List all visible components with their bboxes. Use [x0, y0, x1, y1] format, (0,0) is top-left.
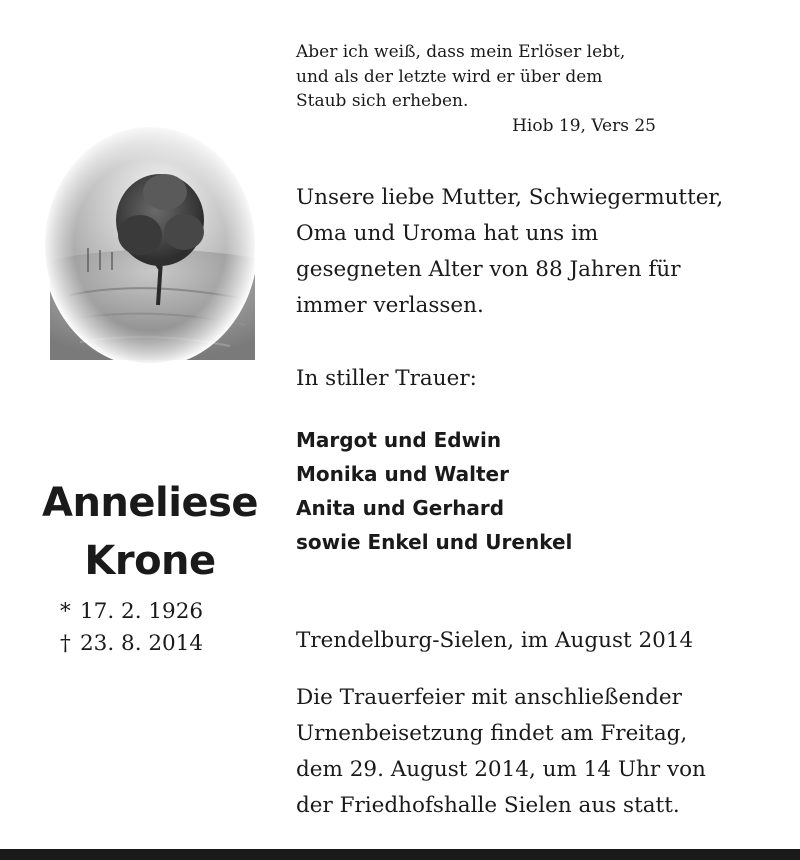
deceased-first-name: Anneliese: [41, 480, 259, 526]
announcement-line: immer verlassen.: [296, 293, 484, 318]
birth-date: 17. 2. 1926: [80, 599, 204, 624]
announcement-line: gesegneten Alter von 88 Jahren für: [296, 257, 681, 282]
announcement-line: Oma und Uroma hat uns im: [296, 221, 599, 246]
mourner-entry: Anita und Gerhard: [296, 496, 505, 520]
funeral-line: der Friedhofshalle Sielen aus statt.: [296, 793, 680, 818]
deceased-name: [0, 474, 300, 590]
funeral-line: dem 29. August 2014, um 14 Uhr von: [296, 757, 706, 782]
birth-symbol: *: [60, 599, 71, 624]
verse-line: und als der letzte wird er über dem: [296, 66, 603, 87]
funeral-line: Urnenbeisetzung findet am Freitag,: [296, 721, 688, 746]
death-row: [60, 628, 250, 660]
mourner-entry: sowie Enkel und Urenkel: [296, 530, 573, 554]
verse-reference: Hiob 19, Vers 25: [512, 116, 656, 136]
death-date: 23. 8. 2014: [80, 631, 204, 656]
funeral-details: [296, 680, 766, 824]
death-announcement: [296, 180, 766, 324]
mourner-entry: Monika und Walter: [296, 462, 509, 486]
verse-line: Aber ich weiß, dass mein Erlöser lebt,: [296, 42, 626, 62]
tree-landscape-image: [40, 120, 260, 370]
mourner-entry: Margot und Edwin: [296, 428, 502, 452]
deceased-last-name: Krone: [84, 538, 216, 584]
verse-line: Staub sich erheben.: [296, 91, 469, 111]
mourners-list: [296, 423, 766, 559]
mourning-intro: In stiller Trauer:: [296, 366, 477, 391]
place-and-date: Trendelburg-Sielen, im August 2014: [296, 628, 694, 653]
birth-row: [60, 596, 250, 628]
bottom-border: [0, 849, 800, 860]
funeral-line: Die Trauerfeier mit anschließender: [296, 685, 682, 710]
bible-verse: [296, 40, 696, 114]
tree-icon: [40, 120, 260, 370]
announcement-line: Unsere liebe Mutter, Schwiegermutter,: [296, 185, 724, 210]
life-dates: [60, 596, 250, 660]
cross-icon: †: [60, 631, 71, 656]
